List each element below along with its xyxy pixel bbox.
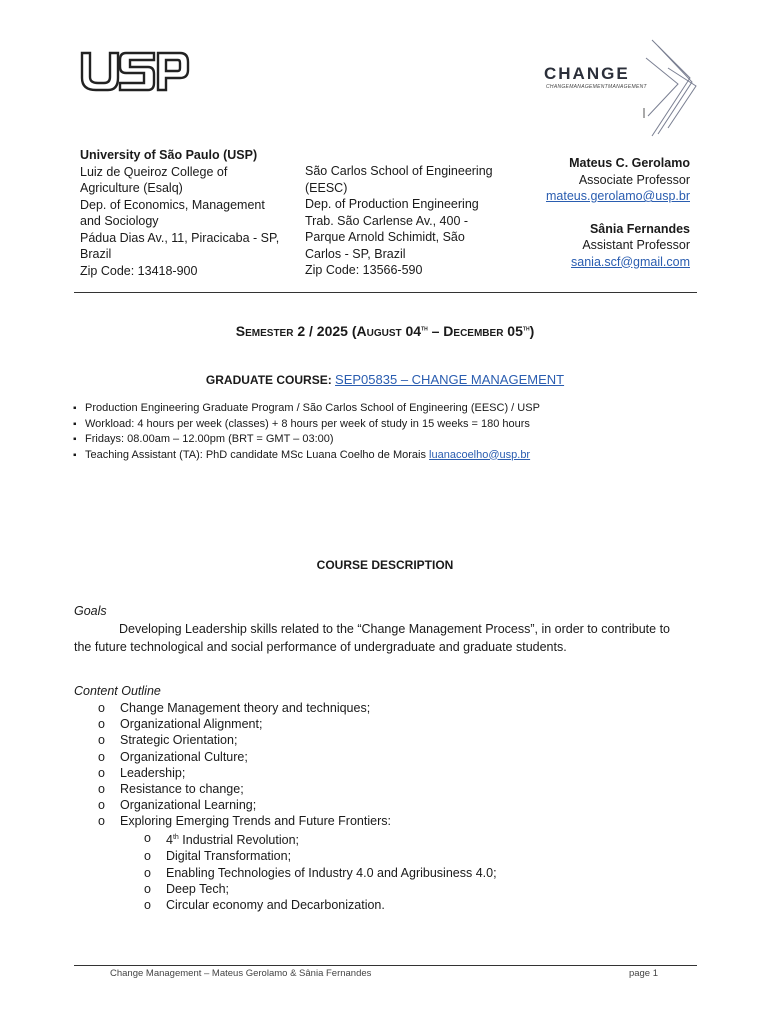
content-sub-outline-list (144, 830, 626, 913)
list-item: ▪ Teaching Assistant (TA): PhD candidate MSc Luana Coelho de Morais luanacoelho@usp.br (73, 448, 713, 464)
semester-prefix: Semester 2 / 2025 (August 04 (235, 323, 422, 339)
list-item: o Deep Tech; (144, 881, 230, 896)
list-item: o Leadership; (98, 765, 186, 780)
list-item: o Strategic Orientation; (98, 733, 238, 748)
course-description-heading: COURSE DESCRIPTION (316, 558, 454, 572)
goals-line: the future technological and social performance of undergraduate and graduate students. (74, 639, 567, 654)
outline-label: Content Outline (74, 684, 161, 698)
contact-email-link[interactable]: sania.scf@gmail.com (571, 254, 690, 269)
content-outline-list (98, 700, 620, 830)
semester-middle: – December 05 (427, 323, 523, 339)
ta-email-link[interactable]: luanacoelho@usp.br (429, 448, 531, 461)
course-link[interactable]: SEP05835 – CHANGE MANAGEMENT (335, 372, 565, 387)
semester-heading (0, 323, 770, 339)
change-logo-text: CHANGE (544, 64, 630, 83)
institution-line: Agriculture (Esalq) (80, 181, 183, 195)
list-item: o Change Management theory and techniques; (98, 701, 371, 715)
institution-block-middle (305, 163, 510, 279)
institution-line: São Carlos School of Engineering (305, 164, 493, 178)
list-item: o Digital Transformation; (144, 849, 292, 864)
contacts-block (490, 155, 690, 270)
list-item: o Organizational Alignment; (98, 717, 263, 732)
change-logo-tagline: CHANGEMANAGEMENTMANAGEMENT (546, 84, 647, 90)
institution-line: Trab. São Carlense Av., 400 - (305, 213, 469, 228)
page-number: page 1 (628, 968, 658, 979)
institution-title: University of São Paulo (USP) (80, 148, 258, 162)
contact-name: Mateus C. Gerolamo (569, 156, 690, 170)
semester-sup: th (421, 325, 428, 333)
course-info-list (73, 401, 713, 463)
goals-label: Goals (74, 604, 107, 618)
institution-line: (EESC) (305, 180, 348, 195)
list-item: o Organizational Learning; (98, 798, 257, 813)
list-item: ▪ Workload: 4 hours per week (classes) + 8 hours per week of study in 15 weeks = 180 hours (73, 417, 713, 433)
contact-role: Assistant Professor (582, 238, 690, 252)
institution-line: and Sociology (80, 214, 159, 228)
footer-divider (74, 965, 697, 966)
institution-block-left (80, 147, 295, 279)
list-item: o Resistance to change; (98, 782, 244, 797)
list-item: o 4th Industrial Revolution; (144, 831, 299, 848)
list-item: ▪ Production Engineering Graduate Program / São Carlos School of Engineering (EESC) / USP (73, 401, 713, 417)
list-item: o Organizational Culture; (98, 749, 248, 764)
institution-line: Carlos - SP, Brazil (305, 246, 406, 261)
institution-line: Dep. of Production Engineering (305, 197, 479, 211)
institution-line: Pádua Dias Av., 11, Piracicaba - SP, (80, 230, 280, 245)
change-logo (540, 38, 700, 138)
header-divider (74, 292, 697, 293)
course-title (0, 372, 770, 387)
semester-sup: th (522, 325, 530, 333)
list-item: o Exploring Emerging Trends and Future Frontiers: (98, 814, 391, 829)
institution-line: Luiz de Queiroz College of (80, 164, 228, 179)
institution-line: Dep. of Economics, Management (80, 197, 265, 212)
semester-suffix: ) (529, 323, 535, 339)
contact-role: Associate Professor (578, 172, 690, 187)
institution-line: Brazil (80, 247, 112, 261)
goals-line: Developing Leadership skills related to the “Change Management Process”, in order to contribute to (119, 622, 671, 636)
contact-email-link[interactable]: mateus.gerolamo@usp.br (545, 189, 690, 203)
institution-line: Parque Arnold Schimidt, São (305, 230, 465, 244)
course-label: GRADUATE COURSE: (205, 373, 336, 387)
list-item: ▪ Fridays: 08.00am – 12.00pm (BRT = GMT – 03:00) (73, 432, 713, 448)
institution-line: Zip Code: 13566-590 (305, 263, 423, 277)
footer-text: Change Management – Mateus Gerolamo & Sânia Fernandes (110, 968, 372, 979)
goals-text (74, 621, 699, 655)
usp-logo (78, 50, 190, 94)
institution-line: Zip Code: 13418-900 (80, 263, 198, 278)
contact-name: Sânia Fernandes (589, 221, 690, 236)
list-item: o Enabling Technologies of Industry 4.0 and Agribusiness 4.0; (144, 865, 497, 880)
list-item: o Circular economy and Decarbonization. (144, 897, 385, 912)
